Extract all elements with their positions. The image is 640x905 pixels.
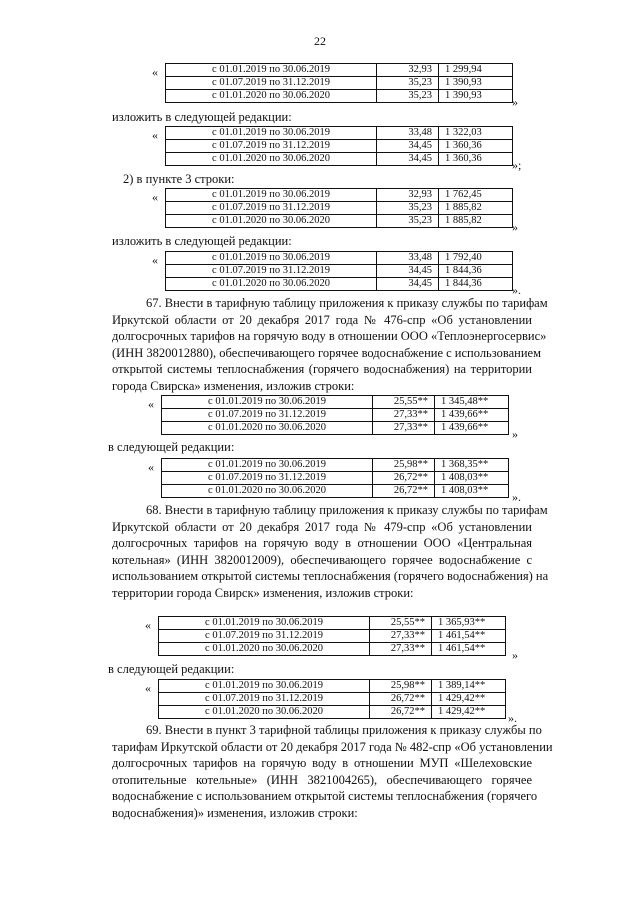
table-row: [166, 77, 513, 90]
open-quote: «: [152, 253, 158, 267]
table-row: [166, 215, 513, 228]
table-row: [162, 459, 509, 472]
price-cell: 1 390,93: [439, 90, 513, 103]
tariff-table-1: [165, 63, 513, 103]
table-row: [159, 617, 506, 630]
table-row: [159, 630, 506, 643]
period-cell: с 01.07.2019 по 31.12.2019: [166, 265, 377, 278]
table-row: [159, 680, 506, 693]
close-quote: ».: [508, 711, 517, 725]
close-quote: ».: [512, 283, 521, 297]
paragraph-line: отопительные котельные» (ИНН 3821004265), обеспечивающего горячее: [112, 772, 532, 787]
rate-cell: 32,93: [377, 189, 439, 202]
rate-cell: 32,93: [377, 64, 439, 77]
period-cell: с 01.01.2020 по 30.06.2020: [162, 422, 373, 435]
period-cell: с 01.07.2019 по 31.12.2019: [166, 140, 377, 153]
rate-cell: 25,98**: [373, 459, 435, 472]
paragraph-68: [112, 502, 549, 601]
rate-cell: 26,72**: [370, 693, 432, 706]
table-row: [166, 265, 513, 278]
table-row: [162, 485, 509, 498]
rate-cell: 27,33**: [370, 643, 432, 656]
close-quote: »: [512, 220, 518, 234]
table-row: [162, 422, 509, 435]
table-row: [166, 278, 513, 291]
paragraph-line: (ИНН 3820012880), обеспечивающего горячее водоснабжение с использованием: [112, 345, 541, 360]
table-row: [162, 409, 509, 422]
tariff-table-3: [165, 188, 513, 228]
table-row: [166, 64, 513, 77]
rate-cell: 25,55**: [370, 617, 432, 630]
price-cell: 1 389,14**: [432, 680, 506, 693]
tariff-table-2: [165, 126, 513, 166]
rate-cell: 27,33**: [373, 409, 435, 422]
period-cell: с 01.01.2019 по 30.06.2019: [162, 396, 373, 409]
text-line: изложить в следующей редакции:: [112, 234, 292, 248]
price-cell: 1 762,45: [439, 189, 513, 202]
period-cell: с 01.01.2020 по 30.06.2020: [166, 215, 377, 228]
open-quote: «: [152, 65, 158, 79]
rate-cell: 33,48: [377, 127, 439, 140]
paragraph-line: 67. Внести в тарифную таблицу приложения к приказу службы по тарифам: [146, 296, 548, 310]
paragraph-line: Иркутской области от 20 декабря 2017 года № 479-спр «Об установлении: [112, 519, 532, 534]
price-cell: 1 345,48**: [435, 396, 509, 409]
price-cell: 1 408,03**: [435, 472, 509, 485]
rate-cell: 27,33**: [370, 630, 432, 643]
table-row: [159, 693, 506, 706]
close-quote: ».: [512, 490, 521, 504]
price-cell: 1 408,03**: [435, 485, 509, 498]
price-cell: 1 360,36: [439, 153, 513, 166]
text-line: изложить в следующей редакции:: [112, 110, 292, 124]
paragraph-line: долгосрочных тарифов на горячую воду в отношении ООО «Центральная: [112, 536, 532, 550]
text-line: 2) в пункте 3 строки:: [123, 172, 235, 186]
open-quote: «: [152, 128, 158, 142]
open-quote: «: [145, 618, 151, 632]
table-row: [166, 252, 513, 265]
text-line: в следующей редакции:: [108, 662, 235, 676]
table-row: [159, 643, 506, 656]
close-quote: »;: [512, 158, 522, 172]
paragraph-67: [112, 295, 548, 394]
rate-cell: 34,45: [377, 153, 439, 166]
table-row: [166, 140, 513, 153]
period-cell: с 01.01.2019 по 30.06.2019: [166, 189, 377, 202]
rate-cell: 35,23: [377, 215, 439, 228]
rate-cell: 27,33**: [373, 422, 435, 435]
paragraph-line: водоснабжения)» изменения, изложив строки:: [112, 805, 358, 820]
rate-cell: 34,45: [377, 278, 439, 291]
rate-cell: 35,23: [377, 202, 439, 215]
price-cell: 1 844,36: [439, 278, 513, 291]
price-cell: 1 885,82: [439, 215, 513, 228]
tariff-table-6: [161, 458, 509, 498]
paragraph-line: долгосрочных тарифов на горячую воду в отношении ООО «Теплоэнергосервис»: [112, 329, 547, 343]
price-cell: 1 885,82: [439, 202, 513, 215]
period-cell: с 01.07.2019 по 31.12.2019: [162, 472, 373, 485]
rate-cell: 35,23: [377, 77, 439, 90]
period-cell: с 01.07.2019 по 31.12.2019: [159, 693, 370, 706]
period-cell: с 01.01.2019 по 30.06.2019: [159, 617, 370, 630]
rate-cell: 34,45: [377, 140, 439, 153]
table-row: [166, 202, 513, 215]
period-cell: с 01.07.2019 по 31.12.2019: [162, 409, 373, 422]
rate-cell: 34,45: [377, 265, 439, 278]
tariff-table-8: [158, 679, 506, 719]
paragraph-line: использованием открытой системы теплоснабжения (горячего водоснабжения) на: [112, 569, 549, 583]
price-cell: 1 368,35**: [435, 459, 509, 472]
paragraph-line: 69. Внести в пункт 3 тарифной таблицы приложения к приказу службы по: [146, 723, 542, 737]
open-quote: «: [145, 681, 151, 695]
paragraph-69: [112, 722, 553, 821]
close-quote: »: [512, 648, 518, 662]
open-quote: «: [152, 190, 158, 204]
price-cell: 1 390,93: [439, 77, 513, 90]
paragraph-line: территории города Свирск» изменения, изложив строки:: [112, 585, 414, 600]
price-cell: 1 322,03: [439, 127, 513, 140]
price-cell: 1 461,54**: [432, 630, 506, 643]
page-number: 22: [314, 34, 326, 48]
period-cell: с 01.01.2020 по 30.06.2020: [166, 278, 377, 291]
paragraph-line: Иркутской области от 20 декабря 2017 года № 476-спр «Об установлении: [112, 312, 532, 327]
paragraph-line: котельная» (ИНН 3820012009), обеспечивающего горячее водоснабжение с: [112, 552, 532, 567]
price-cell: 1 429,42**: [432, 706, 506, 719]
close-quote: »: [512, 95, 518, 109]
period-cell: с 01.01.2019 по 30.06.2019: [162, 459, 373, 472]
table-row: [162, 396, 509, 409]
tariff-table-5: [161, 395, 509, 435]
open-quote: «: [148, 460, 154, 474]
table-row: [162, 472, 509, 485]
table-row: [166, 90, 513, 103]
table-row: [166, 189, 513, 202]
period-cell: с 01.07.2019 по 31.12.2019: [166, 77, 377, 90]
rate-cell: 26,72**: [370, 706, 432, 719]
table-row: [159, 706, 506, 719]
price-cell: 1 429,42**: [432, 693, 506, 706]
period-cell: с 01.01.2019 по 30.06.2019: [159, 680, 370, 693]
period-cell: с 01.07.2019 по 31.12.2019: [166, 202, 377, 215]
period-cell: с 01.01.2020 по 30.06.2020: [162, 485, 373, 498]
open-quote: «: [148, 397, 154, 411]
period-cell: с 01.01.2020 по 30.06.2020: [166, 90, 377, 103]
price-cell: 1 360,36: [439, 140, 513, 153]
text-line: в следующей редакции:: [108, 440, 235, 454]
rate-cell: 25,98**: [370, 680, 432, 693]
rate-cell: 26,72**: [373, 472, 435, 485]
paragraph-line: тарифам Иркутской области от 20 декабря 2017 года № 482-спр «Об установлении: [112, 739, 553, 754]
table-row: [166, 127, 513, 140]
paragraph-line: 68. Внести в тарифную таблицу приложения к приказу службы по тарифам: [146, 503, 548, 517]
period-cell: с 01.01.2019 по 30.06.2019: [166, 127, 377, 140]
paragraph-line: водоснабжение с использованием открытой системы теплоснабжения (горячего: [112, 789, 538, 803]
period-cell: с 01.07.2019 по 31.12.2019: [159, 630, 370, 643]
period-cell: с 01.01.2020 по 30.06.2020: [159, 643, 370, 656]
period-cell: с 01.01.2019 по 30.06.2019: [166, 252, 377, 265]
price-cell: 1 461,54**: [432, 643, 506, 656]
price-cell: 1 299,94: [439, 64, 513, 77]
paragraph-line: города Свирска» изменения, изложив строки:: [112, 378, 355, 393]
tariff-table-4: [165, 251, 513, 291]
period-cell: с 01.01.2019 по 30.06.2019: [166, 64, 377, 77]
paragraph-line: долгосрочных тарифов на горячую воду в отношении МУП «Шелеховские: [112, 756, 532, 770]
rate-cell: 25,55**: [373, 396, 435, 409]
tariff-table-7: [158, 616, 506, 656]
table-row: [166, 153, 513, 166]
price-cell: 1 844,36: [439, 265, 513, 278]
paragraph-line: открытой системы теплоснабжения (горячего водоснабжения) на территории: [112, 362, 532, 376]
price-cell: 1 792,40: [439, 252, 513, 265]
price-cell: 1 365,93**: [432, 617, 506, 630]
rate-cell: 35,23: [377, 90, 439, 103]
price-cell: 1 439,66**: [435, 409, 509, 422]
close-quote: »: [512, 427, 518, 441]
rate-cell: 33,48: [377, 252, 439, 265]
rate-cell: 26,72**: [373, 485, 435, 498]
price-cell: 1 439,66**: [435, 422, 509, 435]
period-cell: с 01.01.2020 по 30.06.2020: [159, 706, 370, 719]
period-cell: с 01.01.2020 по 30.06.2020: [166, 153, 377, 166]
